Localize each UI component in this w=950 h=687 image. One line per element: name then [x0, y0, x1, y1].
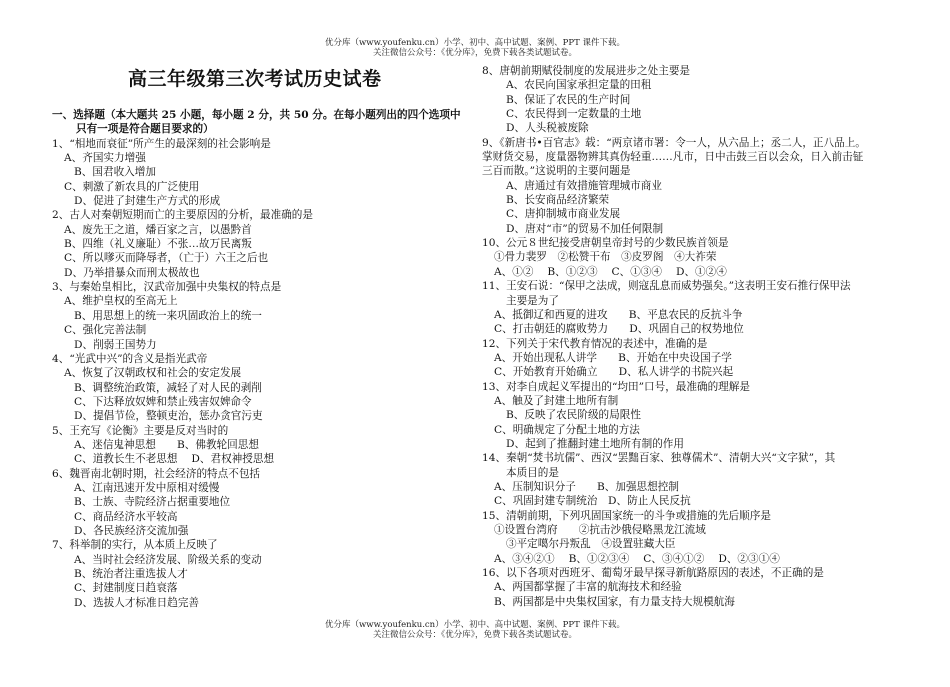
option-line: B、保证了农民的生产时间 — [506, 93, 631, 106]
option-line: D、削弱王国势力 — [74, 338, 157, 351]
page-header — [0, 38, 950, 58]
option-line: A、两国都掌握了丰富的航海技术和经验 — [494, 581, 682, 594]
option-line: B、国君收入增加 — [74, 166, 156, 179]
option-line: A、③④②① B、①②③④ C、③④①② D、②③①④ — [494, 552, 780, 565]
option-line: A、迷信鬼神思想 B、佛教轮回思想 — [74, 438, 259, 451]
section-heading-cont: 只有一项是符合题目要求的） — [76, 123, 214, 136]
question-line: 掌财货交易，度量器物辨其真伪轻重……凡市，日中击鼓三百以会众，日入前击钲 — [482, 151, 864, 164]
option-line: ③平定噶尔丹叛乱 ④设置驻藏大臣 — [506, 538, 676, 551]
footer-line-1: 优分库（www.youfenku.cn）小学、初中、高中试题、案例、PPT 课件下载。 — [325, 620, 625, 630]
option-line: C、刺激了新农具的广泛使用 — [64, 180, 200, 193]
option-line: D、乃举措暴众而刑太极故也 — [64, 266, 200, 279]
option-line: C、明确规定了分配土地的方法 — [494, 423, 640, 436]
option-line: B、统治者注重选拔人才 — [74, 568, 188, 580]
question-line: 4、“光武中兴”的含义是指光武帝 — [52, 352, 208, 365]
option-line: A、压制知识分子 B、加强思想控制 — [494, 480, 679, 493]
option-line: C、封建制度日趋衰落 — [74, 582, 178, 595]
option-line: D、选拔人才标准日趋完善 — [74, 596, 200, 609]
option-line: C、商品经济水平较高 — [74, 510, 178, 523]
option-line: D、提倡节俭，整顿吏治，惩办贪官污吏 — [74, 410, 263, 423]
option-line: C、开始教育开始确立 D、私人讲学的书院兴起 — [494, 366, 734, 379]
left-column — [52, 64, 470, 610]
question-line: 16、以下各项对西班牙、葡萄牙最早探寻新航路原因的表述，不正确的是 — [482, 567, 824, 580]
question-line: 6、魏晋南北朝时期，社会经济的特点不包括 — [52, 467, 261, 480]
option-line: C、唐抑制城市商业发展 — [506, 208, 621, 221]
footer-line-2: 关注微信公众号：《优分库》，免费下载各类试题试卷。 — [372, 630, 577, 640]
page-footer — [0, 620, 950, 640]
option-line: A、江南迅速开发中原相对缓慢 — [74, 481, 220, 494]
right-questions — [482, 64, 902, 609]
question-line: 9、《新唐书•百官志》载：“两京诸市署：令一人，从六品上；丞二人，正八品上。 — [482, 136, 866, 149]
question-line: 10、公元８世纪接受唐朝皇帝封号的少数民族首领是 — [482, 237, 729, 250]
question-line: 15、清朝前期，下列巩固国家统一的斗争或措施的先后顺序是 — [482, 509, 771, 522]
option-line: B、四维（礼义廉耻）不张…故万民离叛 — [64, 238, 252, 251]
option-line: A、农民向国家承担定量的田租 — [506, 79, 652, 92]
option-line: B、士族、寺院经济占据重要地位 — [74, 496, 231, 509]
option-line: A、齐国实力增强 — [64, 152, 146, 165]
option-line: C、打击朝廷的腐败势力 D、巩固自己的权势地位 — [494, 323, 744, 336]
question-line: 7、科举制的实行，从本质上反映了 — [52, 539, 218, 552]
question-line: 8、唐朝前期赋役制度的发展进步之处主要是 — [482, 65, 691, 77]
right-column — [482, 64, 902, 609]
left-questions — [52, 137, 470, 610]
option-line: A、维护皇权的至高无上 — [64, 295, 178, 308]
option-line: A、当时社会经济发展、阶级关系的变动 — [74, 553, 262, 566]
option-line: B、用思想上的统一来巩固政治上的统一 — [74, 309, 262, 322]
question-line: 三百而散。”这说明的主要问题是 — [482, 165, 631, 178]
option-line: A、开始出现私人讲学 B、开始在中央设国子学 — [494, 351, 732, 364]
option-line: B、两国都是中央集权国家，有力量支持大规模航海 — [494, 595, 735, 608]
option-line: A、唐通过有效措施管理城市商业 — [506, 179, 662, 192]
option-line: B、反映了农民阶级的局限性 — [506, 409, 641, 422]
option-line: D、唐对“市”的贸易不加任何限制 — [506, 222, 664, 235]
option-line: A、①② B、①②③ C、①③④ D、①②④ — [494, 265, 727, 278]
option-line: C、强化完善法制 — [64, 324, 147, 337]
option-line: ①骨力裴罗 ②松赞干布 ③皮罗阁 ④大祚荣 — [494, 251, 717, 264]
exam-title: 高三年级第三次考试历史试卷 — [128, 68, 382, 90]
option-line: A、废先王之道，燔百家之言，以愚黔首 — [64, 223, 252, 236]
option-line: C、农民得到一定数量的土地 — [506, 108, 642, 121]
question-line-cont: 本质目的是 — [506, 466, 559, 479]
option-line: C、所以嗲灭而降辱者，（亡于）六王之后也 — [64, 252, 269, 265]
option-line: ①设置台湾府 ②抗击沙俄侵略黑龙江流域 — [494, 524, 706, 536]
question-line: 13、对李自成起义军提出的“均田”口号，最准确的理解是 — [482, 380, 750, 393]
option-line: D、人头税被废除 — [506, 122, 589, 135]
question-line: 14、秦朝“焚书坑儒”、西汉“罢黜百家、独尊儒术”、清朝大兴“文字狱”，其 — [482, 452, 836, 465]
header-line-2: 关注微信公众号：《优分库》，免费下载各类试题试卷。 — [372, 48, 577, 58]
option-line: B、调整统治政策，减轻了对人民的剥削 — [74, 381, 262, 394]
option-line: B、长安商品经济繁荣 — [506, 194, 610, 207]
option-line: D、起到了推翻封建土地所有制的作用 — [506, 437, 684, 450]
question-line: 3、与秦始皇相比，汉武帝加强中央集权的特点是 — [52, 281, 282, 294]
option-line: C、巩固封建专制统治 D、防止人民反抗 — [494, 495, 691, 508]
option-line: D、各民族经济交流加强 — [74, 524, 189, 537]
question-line: 11、王安石说：“保甲之法成，则寇乱息而威势强矣。”这表明王安石推行保甲法 — [482, 280, 851, 293]
header-line-1: 优分库（www.youfenku.cn）小学、初中、高中试题、案例、PPT 课件下载。 — [325, 38, 625, 48]
question-line: 5、王充写《论衡》主要是反对当时的 — [52, 424, 229, 437]
option-line: C、道教长生不老思想 D、君权神授思想 — [74, 453, 275, 466]
section-heading: 一、选择题（本大题共 25 小题，每小题 2 分，共 50 分。在每小题列出的四个选项中 — [52, 109, 461, 121]
option-line: C、下达释放奴婢和禁止残害奴婢命令 — [74, 395, 252, 408]
question-line: 12、下列关于宋代教育情况的表述中，准确的是 — [482, 337, 708, 350]
question-line: 1、“相地而衰征”所产生的最深刻的社会影响是 — [52, 137, 271, 150]
option-line: A、抵御辽和西夏的进攻 B、平息农民的反抗斗争 — [494, 308, 743, 321]
question-line-cont: 主要是为了 — [506, 294, 559, 307]
question-line: 2、古人对秦朝短期而亡的主要原因的分析，最准确的是 — [52, 209, 313, 222]
option-line: D、促进了封建生产方式的形成 — [74, 195, 221, 208]
option-line: A、恢复了汉朝政权和社会的安定发展 — [64, 367, 242, 380]
option-line: A、触及了封建土地所有制 — [494, 394, 619, 407]
